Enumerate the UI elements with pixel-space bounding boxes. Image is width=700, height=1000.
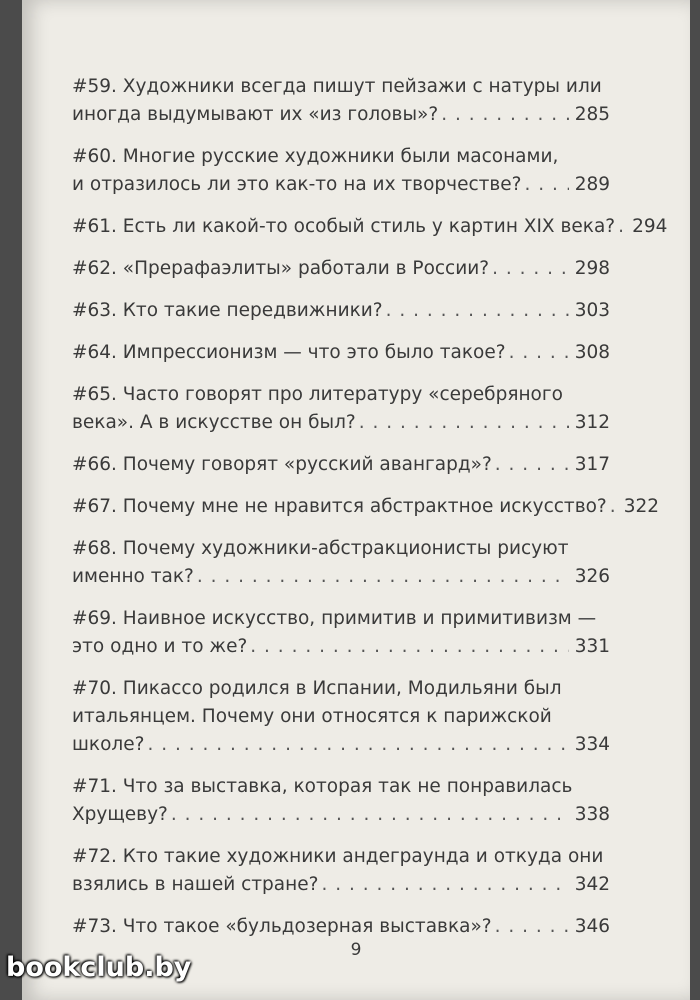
dot-leader [250, 633, 568, 661]
toc-entry-title-line: #70. Пикассо родился в Испании, Модильяни был [72, 678, 562, 699]
toc-entry-title-line: #59. Художники всегда пишут пейзажи с натуры или [72, 76, 602, 97]
toc-entry-title-line: Хрущеву? [72, 804, 168, 825]
toc-entry[interactable] [72, 675, 610, 759]
toc-entry-page-number: 317 [574, 454, 610, 475]
toc-entry-page-number: 342 [574, 874, 610, 895]
dot-leader [495, 451, 569, 479]
toc-entry-last-line [72, 563, 610, 591]
toc-entry-last-line [72, 171, 610, 199]
toc-entry-page-number: 334 [574, 734, 610, 755]
toc-entry-title-line: именно так? [72, 566, 194, 587]
toc-entry-last-line [72, 913, 610, 941]
book-page [22, 0, 690, 1000]
toc-entry-last-line [72, 871, 610, 899]
toc-entry-title-line: #62. «Прерафаэлиты» работали в России? [72, 258, 490, 279]
toc-entry-title-line: #72. Кто такие художники андеграунда и откуда они [72, 846, 604, 867]
toc-entry[interactable] [72, 605, 610, 661]
toc-entry-title-line: века». А в искусстве он был? [72, 412, 356, 433]
toc-entry[interactable] [72, 773, 610, 829]
toc-entry-title-line: итальянцем. Почему они относятся к парижской [72, 706, 552, 727]
page-number: 9 [350, 940, 362, 960]
dot-leader [509, 339, 569, 367]
toc-entry[interactable] [72, 213, 668, 241]
toc-entry[interactable] [72, 493, 660, 521]
watermark: bookclub.by [6, 952, 192, 983]
dot-leader [441, 101, 568, 129]
toc-entry-page-number: 308 [574, 342, 610, 363]
dot-leader [197, 563, 569, 591]
toc-entry[interactable] [72, 143, 610, 199]
toc-entry-title-line: #60. Многие русские художники были масонами, [72, 146, 559, 167]
toc-entry-title-line: #66. Почему говорят «русский авангард»? [72, 454, 492, 475]
toc-entry[interactable] [72, 913, 610, 941]
toc-entry[interactable] [72, 843, 610, 899]
toc-entry-page-number: 303 [574, 300, 610, 321]
toc-entry[interactable] [72, 73, 610, 129]
toc-entry-page-number: 294 [632, 216, 668, 237]
toc-entry-title-line: #61. Есть ли какой-то особый стиль у картин XIX века? [72, 216, 616, 237]
toc-entry-page-number: 285 [574, 104, 610, 125]
toc-entry-last-line [72, 297, 610, 325]
toc-entry-page-number: 289 [574, 174, 610, 195]
toc-entry-page-number: 298 [574, 258, 610, 279]
toc-entry-last-line [72, 213, 668, 241]
toc-entry-title-line: #67. Почему мне не нравится абстрактное искусство? [72, 496, 607, 517]
toc-entry-last-line [72, 451, 610, 479]
toc-entry[interactable] [72, 381, 610, 437]
toc-entry-last-line [72, 731, 610, 759]
toc-entry[interactable] [72, 297, 610, 325]
toc-entry-title-line: #65. Часто говорят про литературу «серебряного [72, 384, 563, 405]
dot-leader [525, 171, 569, 199]
dot-leader [171, 801, 569, 829]
dot-leader [386, 297, 569, 325]
toc-entry-title-line: #73. Что такое «бульдозерная выставка»? [72, 916, 492, 937]
toc-entry[interactable] [72, 451, 610, 479]
toc-entry-page-number: 346 [574, 916, 610, 937]
dot-leader [618, 213, 626, 241]
dot-leader [495, 913, 569, 941]
toc-entry-title-line: взялись в нашей стране? [72, 874, 319, 895]
dot-leader [321, 871, 568, 899]
toc-entry-last-line [72, 101, 610, 129]
toc-entry-last-line [72, 255, 610, 283]
toc-entry[interactable] [72, 339, 610, 367]
toc-entry-title-line: #69. Наивное искусство, примитив и примитивизм — [72, 608, 597, 629]
dot-leader [610, 493, 618, 521]
toc-entry-last-line [72, 633, 610, 661]
toc-entry[interactable] [72, 535, 610, 591]
dot-leader [147, 731, 568, 759]
dot-leader [359, 409, 569, 437]
toc-entry-page-number: 331 [574, 636, 610, 657]
toc-entry-page-number: 322 [623, 496, 660, 517]
toc-entry-page-number: 338 [574, 804, 610, 825]
toc-entry-last-line [72, 409, 610, 437]
toc-entry-title-line: #71. Что за выставка, которая так не понравилась [72, 776, 573, 797]
table-of-contents [72, 73, 668, 955]
toc-entry-title-line: и отразилось ли это как-то на их творчестве? [72, 174, 522, 195]
toc-entry-last-line [72, 493, 660, 521]
toc-entry-title-line: школе? [72, 734, 145, 755]
toc-entry-title-line: #63. Кто такие передвижники? [72, 300, 383, 321]
dot-leader [492, 255, 569, 283]
toc-entry-title-line: #64. Импрессионизм — что это было такое? [72, 342, 506, 363]
toc-entry-title-line: иногда выдумывают их «из головы»? [72, 104, 439, 125]
toc-entry-last-line [72, 801, 610, 829]
toc-entry-last-line [72, 339, 610, 367]
toc-entry-title-line: это одно и то же? [72, 636, 248, 657]
toc-entry-title-line: #68. Почему художники-абстракционисты рисуют [72, 538, 569, 559]
toc-entry[interactable] [72, 255, 610, 283]
toc-entry-page-number: 312 [574, 412, 610, 433]
toc-entry-page-number: 326 [574, 566, 610, 587]
